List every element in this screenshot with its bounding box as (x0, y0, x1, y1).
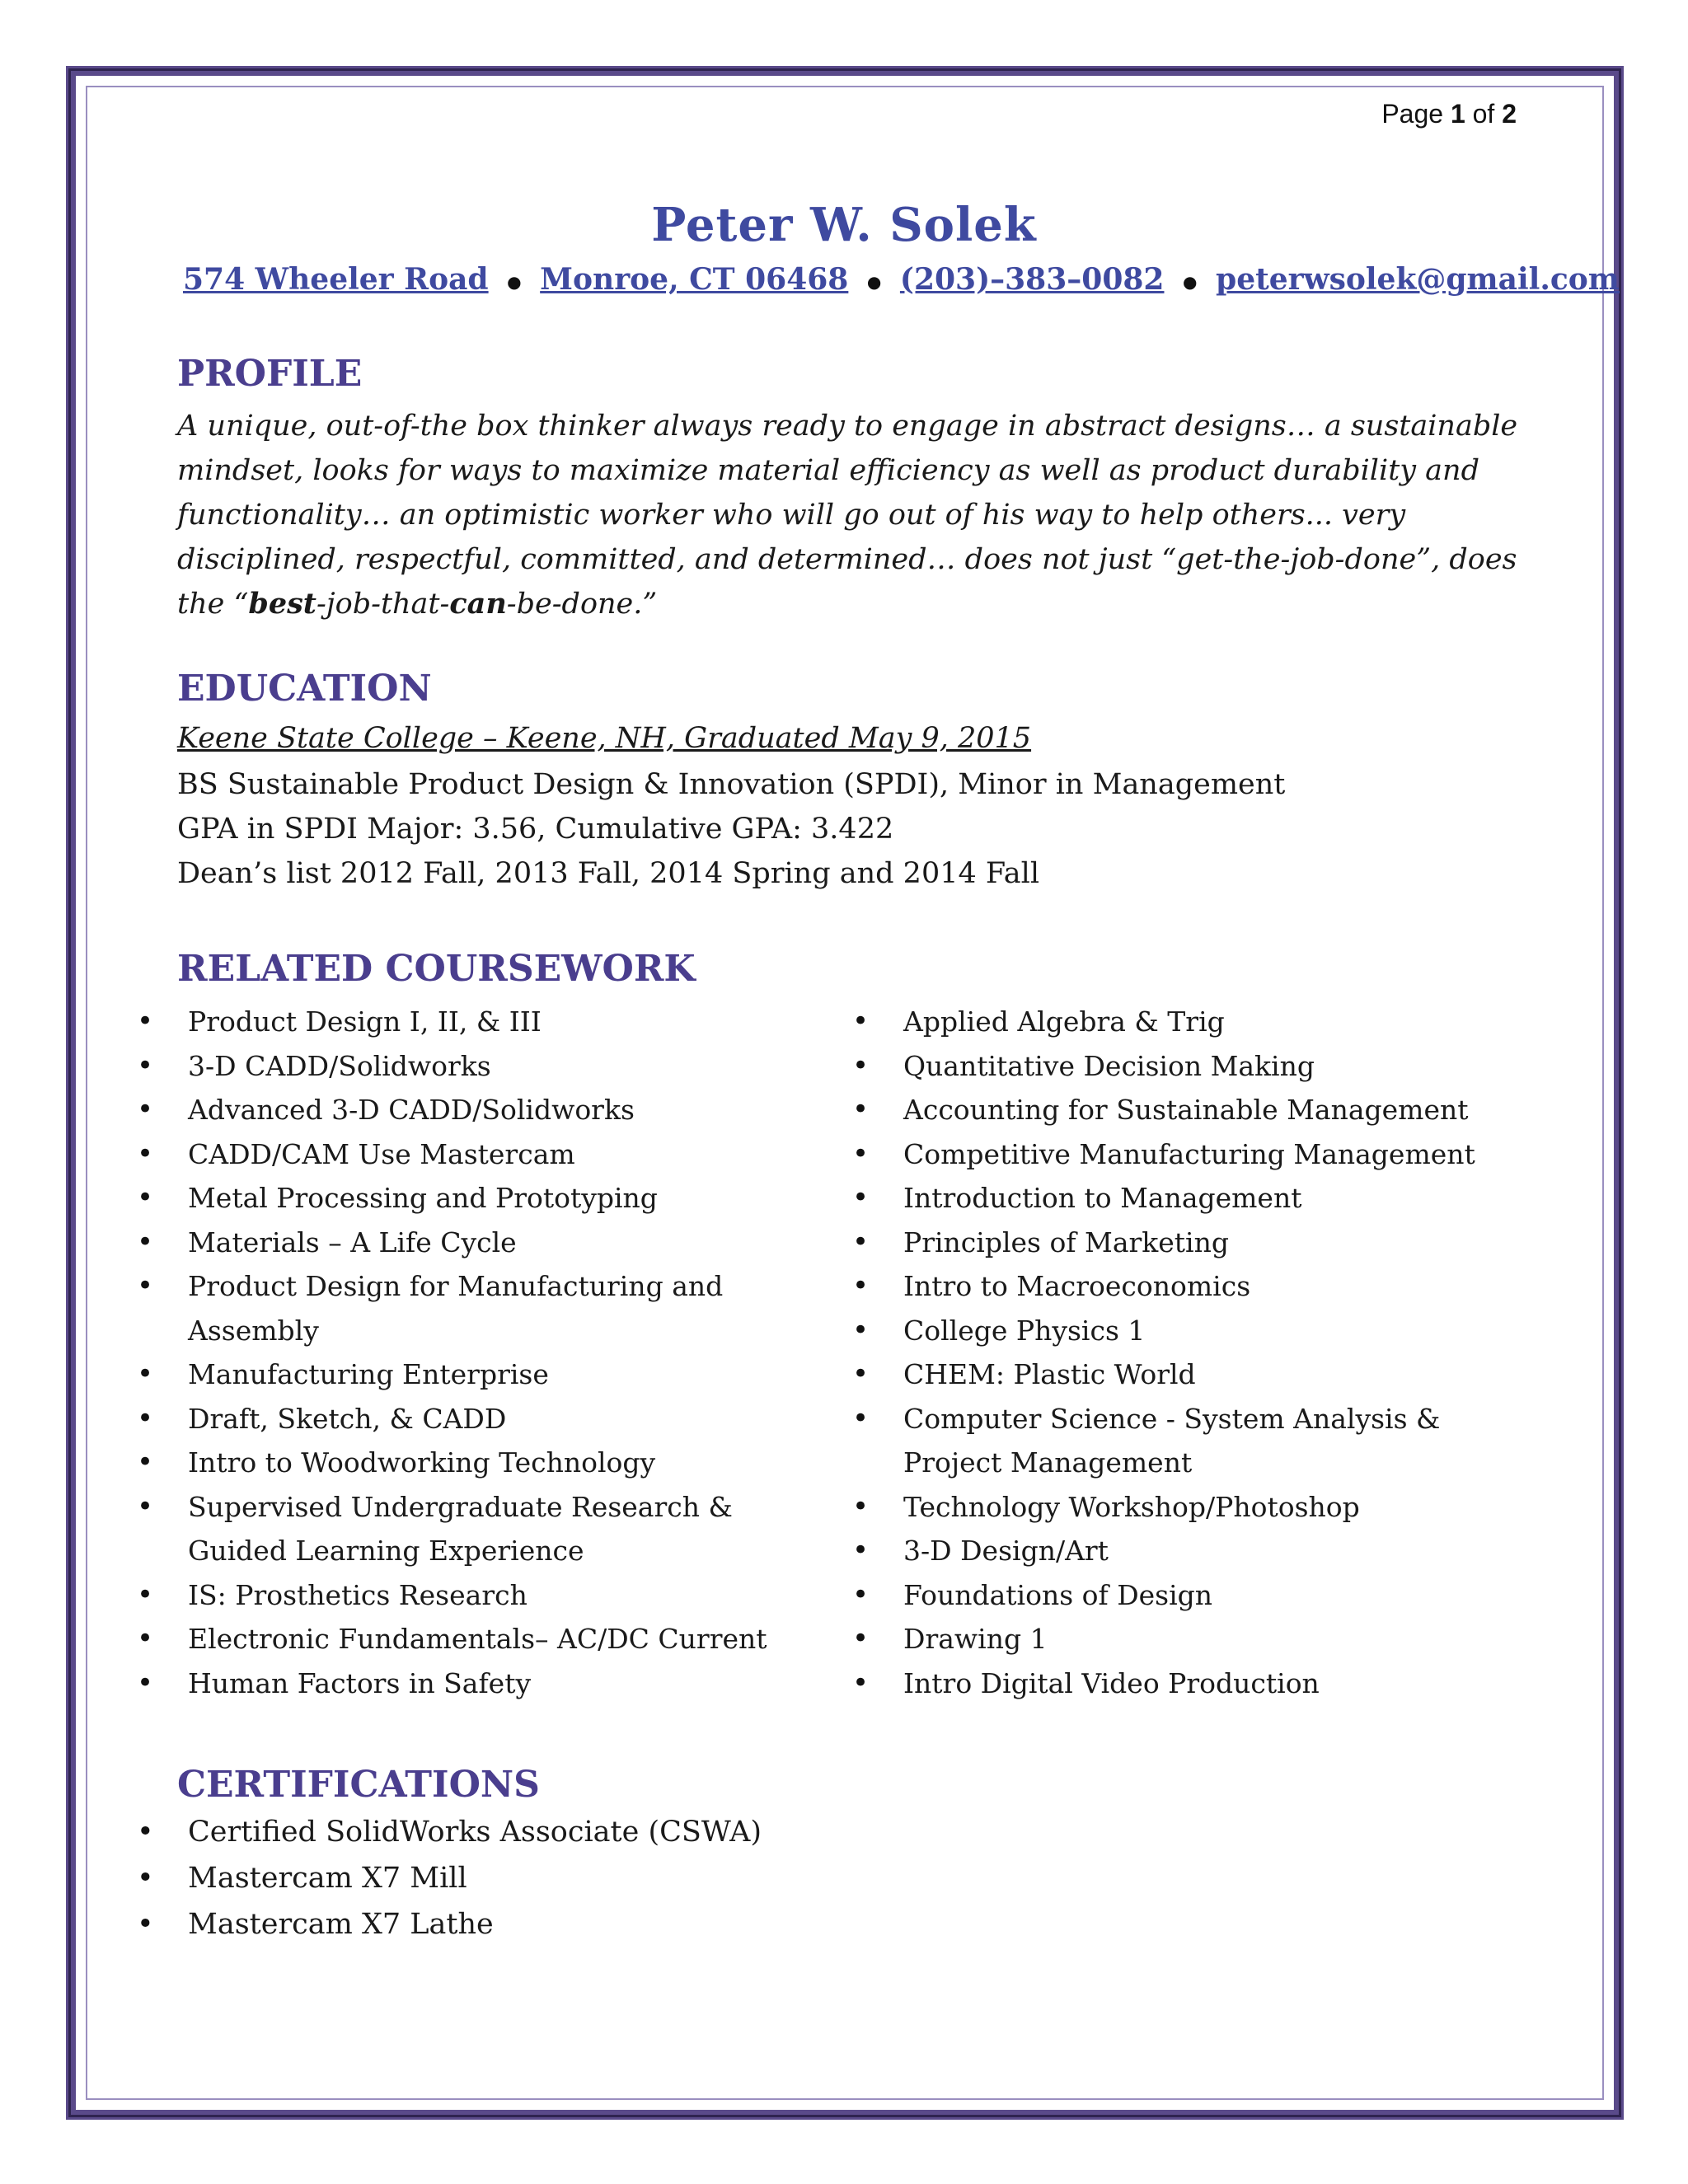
course-item: • 3-D Design/Art (852, 1529, 1536, 1573)
course-item: • Foundations of Design (852, 1573, 1536, 1618)
course-item: • Electronic Fundamentals– AC/DC Current (137, 1617, 771, 1661)
certifications-list (137, 1809, 762, 1947)
contact-address: 574 Wheeler Road (183, 262, 489, 297)
education-deans-list: Dean’s list 2012 Fall, 2013 Fall, 2014 Spring and 2014 Fall (177, 857, 1040, 890)
page-label: Page (1381, 99, 1444, 129)
page-current: 1 (1450, 99, 1465, 129)
coursework-right-list (852, 1000, 1536, 1705)
course-item: • Introduction to Management (852, 1176, 1536, 1221)
education-school: Keene State College – Keene, NH, Graduated May 9, 2015 (177, 722, 1032, 755)
contact-email-link[interactable]: peterwsolek@gmail.com (1216, 262, 1620, 297)
course-item: • Intro Digital Video Production (852, 1661, 1536, 1706)
course-item: • Computer Science - System Analysis & Project Management (852, 1397, 1536, 1485)
coursework-left-list (137, 1000, 771, 1705)
course-item: • Supervised Undergraduate Research & Guided Learning Experience (137, 1485, 771, 1573)
course-item: • Principles of Marketing (852, 1221, 1536, 1265)
course-item: • Intro to Woodworking Technology (137, 1441, 771, 1485)
course-item: • Human Factors in Safety (137, 1661, 771, 1706)
profile-text-part: -be-done.” (506, 588, 658, 621)
course-item: • Quantitative Decision Making (852, 1044, 1536, 1089)
profile-text (177, 404, 1521, 626)
course-item: • CADD/CAM Use Mastercam (137, 1132, 771, 1177)
certification-item: • Certified SolidWorks Associate (CSWA) (137, 1809, 762, 1855)
profile-heading: PROFILE (177, 353, 363, 395)
course-item: • Draft, Sketch, & CADD (137, 1397, 771, 1441)
course-item: • IS: Prosthetics Research (137, 1573, 771, 1618)
education-gpa: GPA in SPDI Major: 3.56, Cumulative GPA: 3.422 (177, 813, 894, 846)
course-item: • Drawing 1 (852, 1617, 1536, 1661)
certifications-heading: CERTIFICATIONS (177, 1764, 540, 1806)
certification-item: • Mastercam X7 Lathe (137, 1901, 762, 1947)
profile-text-part: A unique, out-of-the box thinker always ready to engage in abstract designs… a sustainable mindset, looks for ways to maximize material efficiency as well as product durability and functionality… an optimistic worker who will go out of his way to help others... very disciplined, respectful, committed, and determined… does not just “get-the-job-done”, does the “ (177, 410, 1518, 621)
contact-line (183, 262, 1620, 297)
course-item: • Product Design I, II, & III (137, 1000, 771, 1044)
profile-bold-best: best (248, 587, 316, 621)
page-total: 2 (1502, 99, 1517, 129)
course-item: • Materials – A Life Cycle (137, 1221, 771, 1265)
course-item: • Advanced 3-D CADD/Solidworks (137, 1088, 771, 1132)
candidate-name: Peter W. Solek (651, 198, 1037, 252)
page-of: of (1472, 99, 1495, 129)
course-item: • Product Design for Manufacturing and Assembly (137, 1264, 771, 1352)
contact-city: Monroe, CT 06468 (540, 262, 849, 297)
certification-item: • Mastercam X7 Mill (137, 1855, 762, 1901)
contact-phone: (203)–383–0082 (899, 262, 1165, 297)
separator-dot-icon: ● (1183, 272, 1198, 292)
separator-dot-icon: ● (866, 272, 882, 292)
course-item: • Manufacturing Enterprise (137, 1352, 771, 1397)
separator-dot-icon: ● (507, 272, 522, 292)
course-item: • Technology Workshop/Photoshop (852, 1485, 1536, 1530)
education-degree: BS Sustainable Product Design & Innovation (SPDI), Minor in Management (177, 768, 1286, 801)
education-heading: EDUCATION (177, 668, 432, 710)
course-item: • Competitive Manufacturing Management (852, 1132, 1536, 1177)
course-item: • Applied Algebra & Trig (852, 1000, 1536, 1044)
profile-bold-can: can (449, 587, 507, 621)
coursework-heading: RELATED COURSEWORK (177, 948, 696, 990)
course-item: • Metal Processing and Prototyping (137, 1176, 771, 1221)
page-number (1352, 99, 1517, 129)
course-item: • Accounting for Sustainable Management (852, 1088, 1536, 1132)
course-item: • CHEM: Plastic World (852, 1352, 1536, 1397)
course-item: • 3-D CADD/Solidworks (137, 1044, 771, 1089)
profile-text-part: -job-that- (316, 588, 450, 621)
course-item: • College Physics 1 (852, 1309, 1536, 1353)
course-item: • Intro to Macroeconomics (852, 1264, 1536, 1309)
